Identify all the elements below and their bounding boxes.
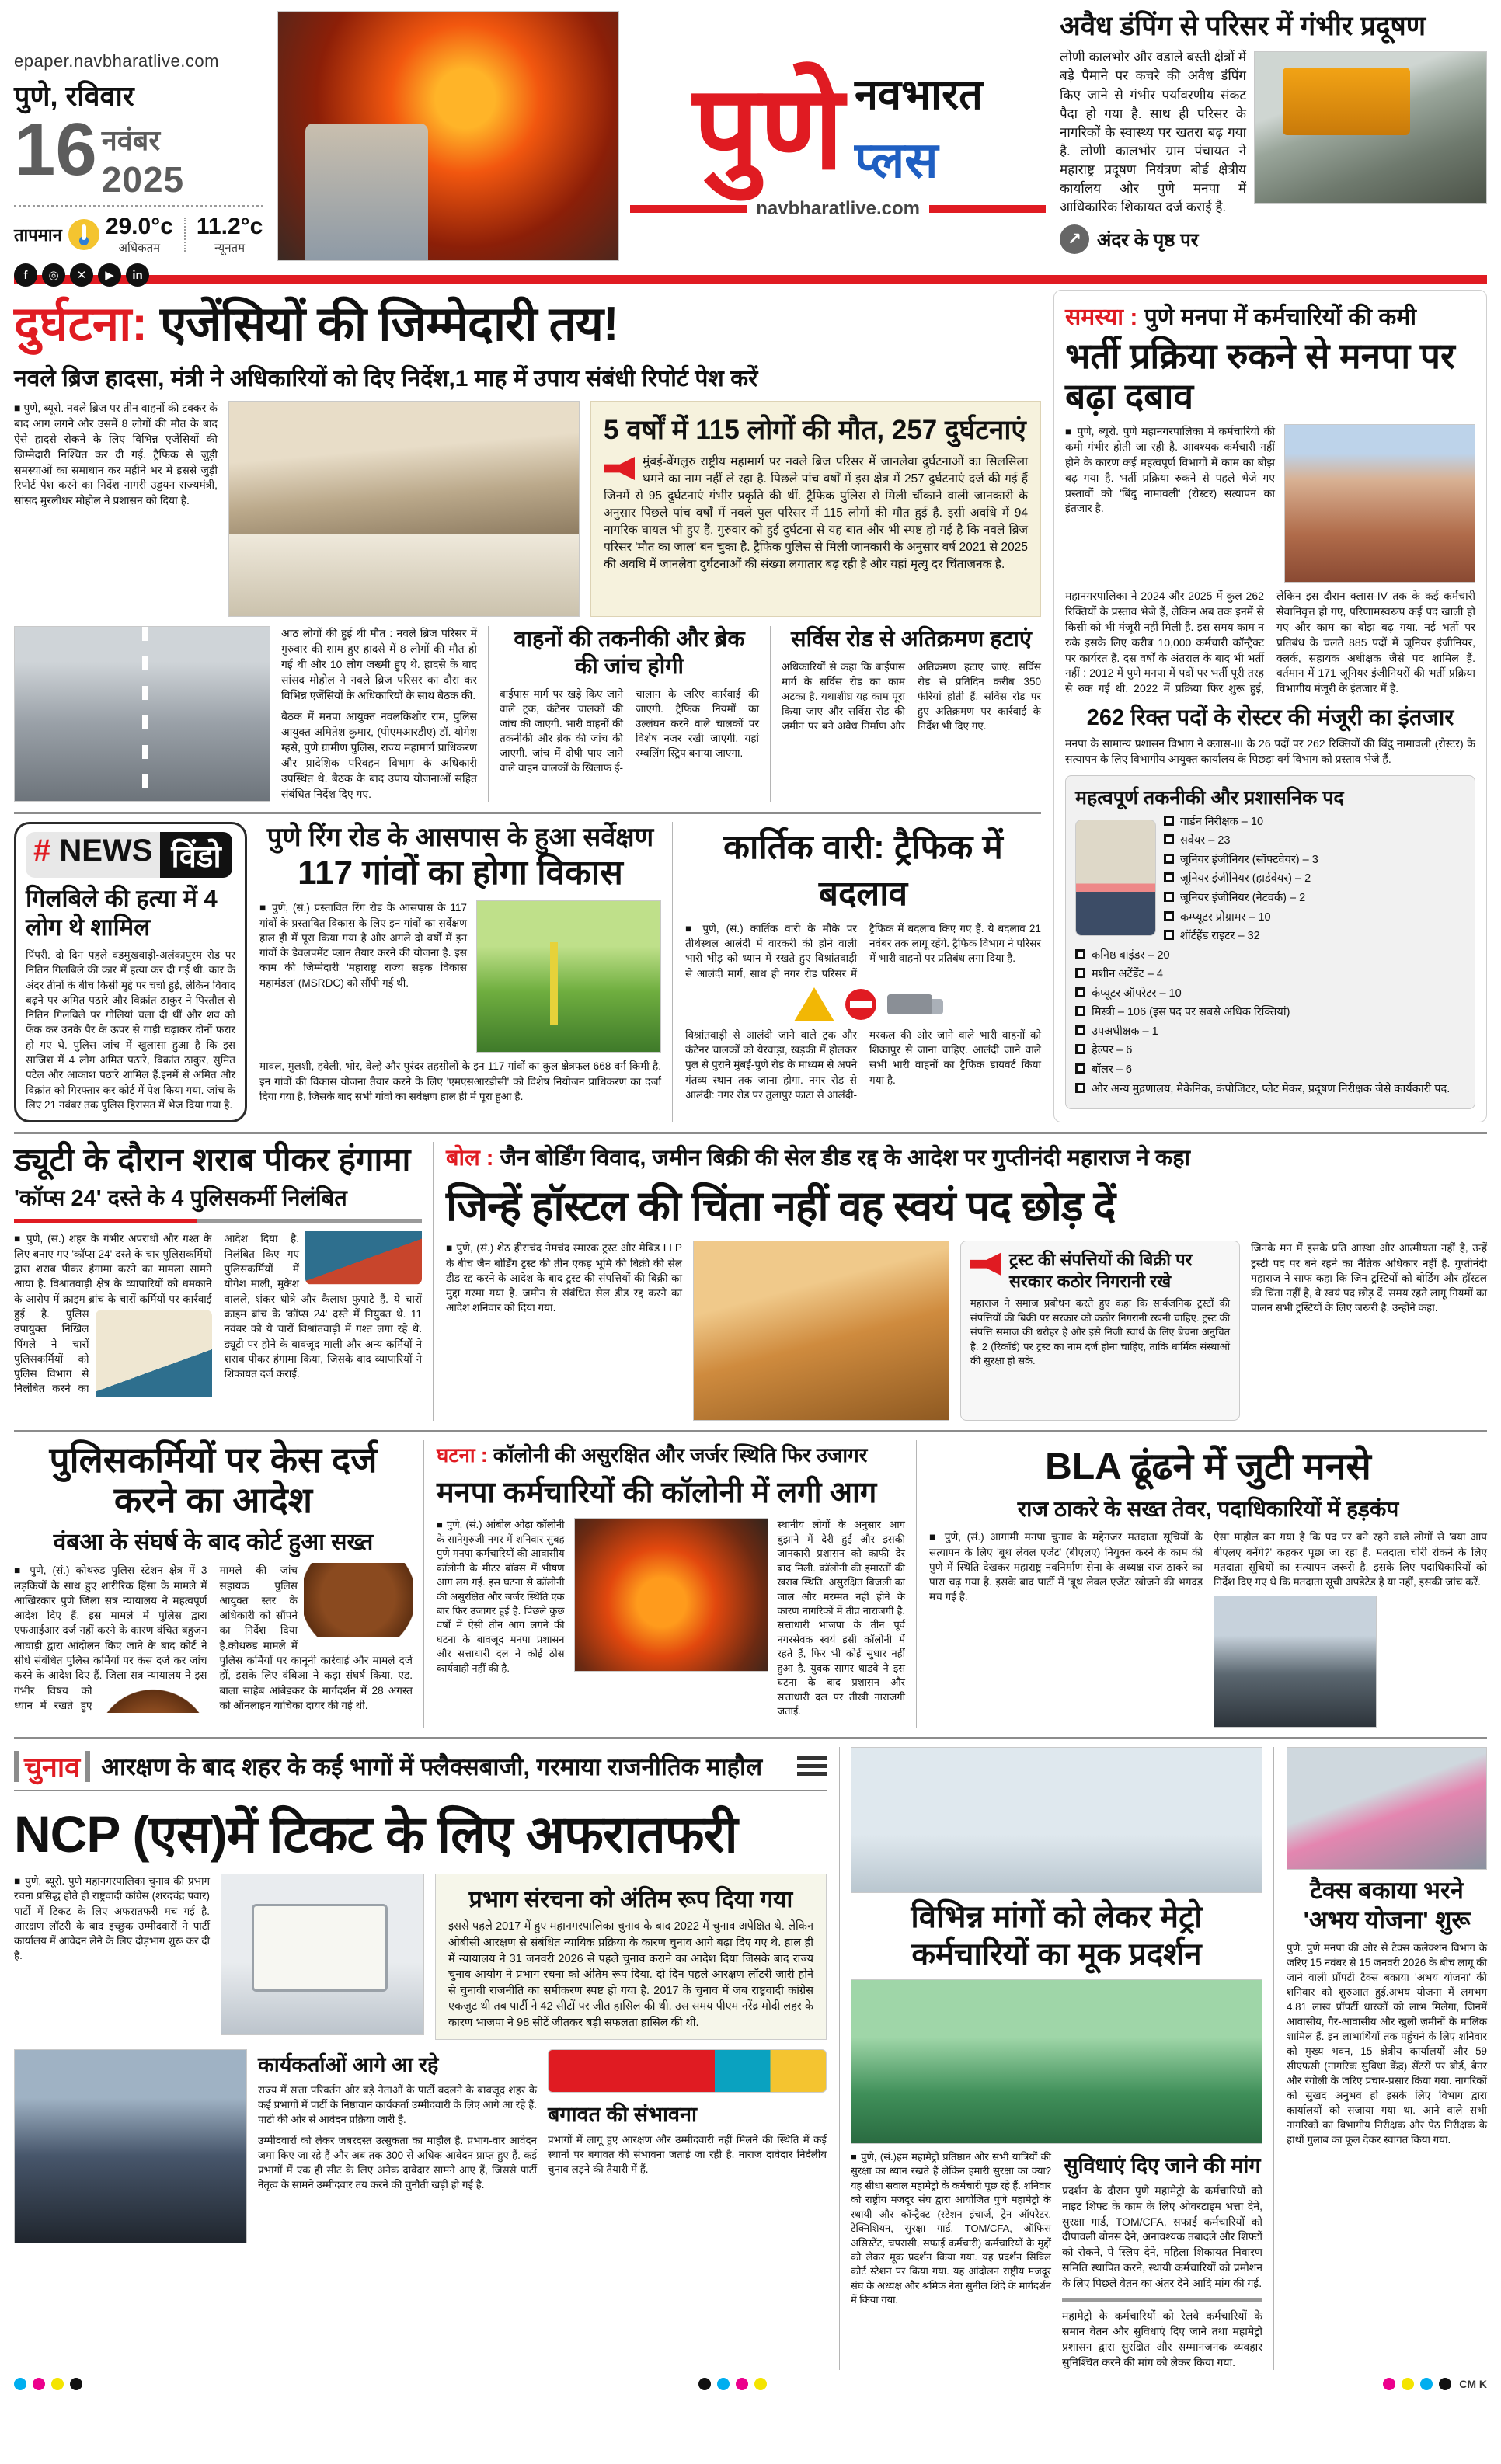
metro-headline: विभिन्न मांगों को लेकर मेट्रो कर्मचारियों का मूक प्रदर्शन xyxy=(911,1900,1203,1972)
abhay-headline: टैक्स बकाया भरने 'अभय योजना' शुरू xyxy=(1303,1877,1471,1933)
lead-subhead: नवले ब्रिज हादसा, मंत्री ने अधिकारियों को दिए निर्देश,1 माह में उपाय संबंधी रिपोर्ट पेश करें xyxy=(14,366,758,392)
ward-box-headline: प्रभाग संरचना को अंतिम रूप दिया गया xyxy=(468,1887,793,1913)
election-strip xyxy=(14,1747,827,1791)
roster-item: हेल्पर – 6 xyxy=(1075,1043,1465,1059)
roster-item: उपअधीक्षक – 1 xyxy=(1075,1025,1465,1040)
strip-bar xyxy=(14,1751,19,1782)
roster-item: और अन्य मुद्रणालय, मैकेनिक, कंपोजिटर, प्लेट मेकर, प्रदूषण निरीक्षक जैसे कार्यकारी पद. xyxy=(1075,1082,1465,1098)
rail-headline: भर्ती प्रक्रिया रुकने से मनपा पर बढ़ा दबाव xyxy=(1065,336,1455,416)
checkbox-icon xyxy=(1164,834,1174,844)
photo-raj-thackeray xyxy=(1214,1596,1377,1728)
ringroad-paragraph-2: मावल, मुलशी, हवेली, भोर, वेल्हे और पुरंदर तहसीलों के इन 117 गांवों का कुल क्षेत्रफल 668 वर्ग किमी है. इन गांवों की विकास योजना तैयार करने के लिए 'एमएसआरडीसी' को विशेष नियोजन प्राधिकरण का दर्जा दिया गया है, जिसके बाद सभी गांवों का सर्वेक्षण हाल ही में पूरा हुआ है. xyxy=(259,1060,661,1102)
checkbox-icon xyxy=(1075,1025,1085,1035)
temp-max: 29.0°c xyxy=(105,214,173,239)
temp-max-label: अधिकतम xyxy=(118,242,161,255)
ncp-sub2-body: प्रभागों में लागू हुए आरक्षण और उम्मीदवारी नहीं मिलने की स्थिति में कई स्थानों पर बगावत की संभावना जताई जा रही है. नाराज दावेदार निर्दलीय चुनाव लड़ने की तैयारी में हैं. xyxy=(548,2133,827,2175)
red-underline xyxy=(14,1219,422,1223)
logo-city: पुणे xyxy=(693,61,845,193)
checkbox-icon xyxy=(1075,1083,1085,1093)
roster-item: मशीन अटेंडेंट – 4 xyxy=(1075,967,1465,983)
warning-triangle-icon xyxy=(794,987,834,1021)
rail-kicker: समस्या : xyxy=(1065,305,1138,330)
gray-divider xyxy=(1062,2298,1262,2302)
strip-label: चुनाव xyxy=(24,1751,81,1784)
metro-paragraph-1: ■ पुणे, (सं.)हम महामेट्रो प्रतिष्ठान और सभी यात्रियों की सुरक्षा का ध्यान रखते हैं लेकिन हमारी सुरक्षा का क्या? यह सीधा सवाल महामेट्रो के कर्मचारी पूछ रहे हैं. शनिवार को राष्ट्रीय मजदूर संघ द्वारा आयोजित पुणे महामेट्रो के स्थायी और कॉन्ट्रैक्ट (स्टेशन इंचार्ज, ट्रेन ऑपरेटर, टेक्निशियन, सुरक्षा गार्ड, TOM/CFA, ऑफिस असिस्टेंट, चपरासी, सफाई कर्मचारी) कर्मचारियों के मुद्दों को लेकर मूक प्रदर्शन किया गया. यह प्रदर्शन सिविल कोर्ट स्टेशन पर किया गया. यह आंदोलन राष्ट्रीय मजदूर संघ के अध्यक्ष और श्रमिक नेता सुनील शिंदे के मार्गदर्शन में किया गया. xyxy=(851,2150,1051,2306)
date-block xyxy=(14,108,263,200)
roster-item: मिस्त्री – 106 (इस पद पर सबसे अधिक रिक्तियां) xyxy=(1075,1005,1465,1021)
press-mark xyxy=(1383,2378,1487,2390)
ghatna-paragraph-2: स्थानीय लोगों के अनुसार आग बुझाने में देरी हुई और इसकी जानकारी प्रशासन को काफी देर बाद मिली. कॉलोनी की इमारतों की खराब स्थिति, असुरक्षित बिजली का जाल और मरम्मत नहीं होने के कारण नागरिकों में तीव्र नाराजगी है. सत्ताधारी भाजपा के तीन पूर्व नगरसेवक स्वयं इसी कॉलोनी में रहते हैं, फिर भी कोई सुधार नहीं हुआ है. युवक सागर धाडवे ने इस घटना के बाद प्रशासन और सत्ताधारी दल पर तीखी नाराजगी जताई. xyxy=(777,1519,905,1717)
roster-item: जूनियर इंजीनियर (सॉफ्टवेयर) – 3 xyxy=(1075,853,1465,868)
x-twitter-icon[interactable]: ✕ xyxy=(70,263,93,287)
ward-structure-box xyxy=(435,1874,827,2039)
cmyk-dots-left xyxy=(14,2378,82,2390)
cops24-article xyxy=(14,1142,434,1421)
roster-item: जूनियर इंजीनियर (नेटवर्क) – 2 xyxy=(1075,891,1465,907)
strip-text: आरक्षण के बाद शहर के कई भागों में फ्लैक्सबाजी, गरमाया राजनीतिक माहौल xyxy=(101,1752,763,1780)
checkbox-icon xyxy=(1164,930,1174,940)
news-window-box xyxy=(14,822,247,1123)
masthead-header xyxy=(14,11,1487,282)
metro-demands-box xyxy=(1062,2150,1262,2371)
rail-paragraph-1: ■ पुणे, ब्यूरो. पुणे महानगरपालिका में कर्मचारियों की कमी गंभीर होती जा रही है. आवश्यक कर्मचारी नहीं होने के कारण कई महत्वपूर्ण विभागों में काम का बोझ बढ़ गया है. भर्ती प्रक्रिया रुकने से पहले भेजे गए प्रस्तावों को 'बिंदु नामावली' (रोस्टर) सत्यापन का इंतजार है. xyxy=(1065,425,1275,515)
checkbox-icon xyxy=(1075,949,1085,959)
date-month: नवंबर xyxy=(101,124,161,156)
metro-article xyxy=(839,1747,1274,2370)
bol-kicker-rest: जैन बोर्डिंग विवाद, जमीन बिक्री की सेल डीड रद्द के आदेश पर गुप्तीनंदी महाराज ने कहा xyxy=(500,1146,1191,1171)
press-registration-marks xyxy=(14,2378,1487,2390)
sub-article-service-road xyxy=(770,626,1041,802)
abhay-article xyxy=(1287,1747,1487,2370)
ringroad-paragraph-1: ■ पुणे, (सं.) प्रस्तावित रिंग रोड के आसपास के 117 गांवों के प्रस्तावित विकास के लिए इन गांवों का सर्वेक्षण हाल ही में पूरा किया गया है और अगले दो वर्षों में इन गांवों के डेवलपमेंट प्लान तैयार करने की योजना है. इस काम की जिम्मेदारी 'महाराष्ट्र राज्य सड़क विकास महामंडल' (MSRDC) को सौंपी गई थी. xyxy=(259,902,467,989)
facebook-icon[interactable]: f xyxy=(14,263,37,287)
temp-label: तापमान xyxy=(14,225,62,245)
case-paragraph-1: ■ पुणे, (सं.) कोथरुड पुलिस स्टेशन क्षेत्र में 3 लड़कियों के साथ हुए शारीरिक हिंसा के मामले में आखिरकार पुणे जिला सत्र न्यायालय ने महत्वपूर्ण आदेश दिए हैं. इस मामले में पुलिस द्वारा एफआईआर दर्ज नहीं करने के कारण वंचित बहुजन आघाड़ी द्वारा आंदोलन किए जाने के बाद कोर्ट ने सीधे संबंधित पुलिस कर्मियों पर केस दर्ज कर जांच करने के आदेश दिए हैं. xyxy=(14,1564,207,1682)
checkbox-icon xyxy=(1164,892,1174,902)
checkbox-icon xyxy=(1164,854,1174,864)
abhay-body: पुणे. पुणे मनपा की ओर से टैक्स कलेक्शन विभाग के जरिए 15 नवंबर से 15 जनवरी 2026 के बीच लागू की जाने वाली प्रॉपर्टी टैक्स बकाया 'अभय योजना' की शनिवार को शुरुआत हुई.अभय योजना में लगभग 4.81 लाख प्रॉपर्टी धारकों को लाभ मिलेगा, जिनमें आवासीय, गैर-आवासीय और खुली ज़मीनों के मालिक शामिल हैं. इन लाभार्थियों तक पहुंचने के लिए शनिवार को मुख्य भवन, 15 क्षेत्रीय कार्यालयों और 59 सीएफसी (नागरिक सुविधा केंद्र) सेंटरों पर बोर्ड, बैनर और रंगोली के जरिए प्रचार-प्रसार किया गया. नागरिकों को सुखद अनुभव हो इसके लिए विभाग द्वारा कार्यालयों को सजाया गया था. आने वाले सभी नागरिकों का विभागीय निरीक्षक और पेठ निरीक्षक के हाथों गुलाब का फूल देकर स्वागत किया गया. xyxy=(1287,1941,1487,2146)
ghatna-paragraph-1: ■ पुणे, (सं.) आंबील ओढ़ा कॉलोनी के सानेगुरुजी नगर में शनिवार सुबह पुणे मनपा कर्मचारियों की आवासीय कॉलोनी के मीटर बॉक्स में भीषण आग लग गई. इस घटना से कॉलोनी की असुरक्षित और जर्जर स्थिति एक बार फिर उजागर हुई है. पिछले कुछ वर्षों में ऐसी तीन आग लगने की घटना के बावजूद मनपा प्रशासन और सत्ताधारी दल ने कोई ठोस कार्यवाही नहीं की है. xyxy=(437,1519,565,1674)
court-order-article xyxy=(14,1440,424,1728)
weather-block xyxy=(14,214,263,256)
photo-garbage-dump xyxy=(1254,51,1487,204)
social-links xyxy=(14,263,263,287)
rail-sub-body: मनपा के सामान्य प्रशासन विभाग ने क्लास-III के 26 पदों पर 262 रिक्तियों की बिंदु नामावली (रोस्टर) के सत्यापन के लिए विभागीय आयुक्त कार्यालय के पिछड़ा वर्ग विभाग को प्रस्ताव भेजे हैं. xyxy=(1065,736,1475,765)
photo-pmc-building xyxy=(1284,424,1475,583)
case-subhead: वंबआ के संघर्ष के बाद कोर्ट हुआ सख्त xyxy=(53,1530,374,1556)
bla-paragraph-2: ऐसा माहौल बन गया है कि पद पर बने रहने वाले लोगों से 'क्या आप बीएलए बनेंगे?' कहकर पूछा जा रहा है. मतदाता चोरी रोकने के लिए मतदाता सूचियों का सत्यापन जरूरी है. इसके लिए पदाधिकारियों को निर्देश दिए गए थे कि मतदाता सूची अपडेटेड है या नहीं, इसकी जांच करें. xyxy=(1214,1530,1487,1728)
traffic-signs-illustration xyxy=(685,987,1041,1021)
roster-item: गार्डन निरीक्षक – 10 xyxy=(1075,815,1465,830)
jain-boarding-article xyxy=(446,1142,1487,1421)
linkedin-icon[interactable]: in xyxy=(126,263,149,287)
no-entry-icon xyxy=(845,989,876,1020)
temp-min-label: न्यूनतम xyxy=(214,242,246,255)
highlight-headline: 5 वर्षों में 115 लोगों की मौत, 257 दुर्घटनाएं xyxy=(604,415,1026,445)
metro-demands-headline: सुविधाएं दिए जाने की मांग xyxy=(1064,2153,1261,2177)
bridge-road-graphic xyxy=(14,626,270,802)
wari-body-1: ■ पुणे, (सं.) कार्तिक वारी के मौके पर तीर्थस्थल आलंदी में वारकरी की होने वाली भारी भीड़ को ध्यान में रखते हुए विश्रांतवाड़ी से आलंदी मार्ग, साथ ही नगर रोड परिसर में ट्रैफिक में बदलाव किए गए हैं. ये बदलाव 21 नवंबर तक लागू रहेंगे. ट्रैफिक विभाग ने परिसर में भारी वाहनों पर प्रतिबंध लगा दिया है. xyxy=(685,922,1041,980)
photo-highway-fire xyxy=(277,11,619,261)
metro-paragraph-2: महामेट्रो के कर्मचारियों को रेलवे कर्मचारियों के समान वेतन और सुविधाएं दिए जाने तथा महामेट्रो प्रशासन द्वारा सुरक्षित और सम्मानजनक व्यवहार सुनिश्चित करने की मांग को लेकर किया गया. xyxy=(1062,2309,1262,2368)
news-window-tag xyxy=(26,832,235,878)
newsbox-headline: गिलबिले की हत्या में 4 लोग थे शामिल xyxy=(26,884,218,941)
instagram-icon[interactable]: ◎ xyxy=(42,263,65,287)
checkbox-icon xyxy=(1075,1006,1085,1016)
menu-lines-icon xyxy=(797,1752,827,1780)
city-day: पुणे, रविवार xyxy=(14,80,134,112)
strip-bar xyxy=(85,1751,90,1782)
top-article-body: लोणी कालभोर और वडाले बस्ती क्षेत्रों में बड़े पैमाने पर कचरे की अवैध डंपिंग किए जाने से गंभीर पर्यावरणीय संकट पैदा हो गया है. साथ ही परिसर के नागरिकों के स्वास्थ्य पर खतरा बढ़ गया है. लोणी कालभोर ग्राम पंचायत ने महाराष्ट्र प्रदूषण नियंत्रण बोर्ड क्षेत्रीय कार्यालय और पुणे मनपा में आधिकारिक शिकायत दर्ज कराई है. xyxy=(1060,50,1246,215)
ncp-headline: NCP (एस)में टिकट के लिए अफरातफरी xyxy=(14,1805,737,1864)
logo-site-url[interactable]: navbharatlive.com xyxy=(756,197,920,219)
ncp-sub-article-1 xyxy=(258,2049,537,2243)
checkbox-icon xyxy=(1075,1044,1085,1054)
ncp-paragraph-1: ■ पुणे, ब्यूरो. पुणे महानगरपालिका चुनाव की प्रभाग रचना प्रसिद्ध होते ही राष्ट्रवादी कांग्रेस (शरदचंद्र पवार) पार्टी में टिकट के लिए अफरातफरी मच गई है. आरक्षण लॉटरी के बाद इच्छुक उम्मीदवारों ने पार्टी कार्यालय में आवेदन लेने के लिए दौड़भाग शुरू कर दी है. xyxy=(14,1875,210,1961)
ghatna-kicker: घटना : xyxy=(437,1443,488,1467)
ghatna-headline: मनपा कर्मचारियों की कॉलोनी में लगी आग xyxy=(437,1477,877,1510)
duty-subhead: 'कॉप्स 24' दस्ते के 4 पुलिसकर्मी निलंबित xyxy=(14,1186,347,1212)
photo-sharad-pawar xyxy=(14,2049,247,2243)
newspaper-logo xyxy=(630,11,1046,272)
truck-icon xyxy=(887,994,932,1014)
party-flag-banner xyxy=(548,2049,827,2093)
logo-navbharat: नवभारत xyxy=(855,71,983,118)
tag-window: विंडो xyxy=(160,832,232,878)
duty-paragraph-1: ■ पुणे, (सं.) शहर के गंभीर अपराधों और गश्त के लिए बनाए गए 'कॉप्स 24' दस्ते के चार पुलिसकर्मियों द्वारा शराब पीकर हंगामा करने का मामला सामने आया है. विश्रांतवाड़ी क्षेत्र के व्यापारियों को धमकाने के आरोप में क्राइम ब्रांच के चारों कर्मियों पर कार्रवाई हुई है. xyxy=(14,1233,212,1320)
lead-headline: एजेंसियों की जिम्मेदारी तय! xyxy=(159,298,618,351)
arrow-up-right-icon: ↗ xyxy=(1060,224,1089,254)
sub2-body: अधिकारियों से कहा कि बाईपास मार्ग के सर्विस रोड का काम अटका है. यथाशीघ्र यह काम पूरा किया जाए और सर्विस रोड की जमीन पर बने अवैध निर्माण और अतिक्रमण हटाए जाएं. सर्विस रोड से प्रतिदिन करीब 350 फेरियां होती हैं. सर्विस रोड पर हुए अतिक्रमण पर कार्रवाई के निर्देश भी दिए गए. xyxy=(782,660,1041,733)
sub-article-vehicle-check xyxy=(488,626,759,802)
duty-paragraph-2: पुलिस उपायुक्त निखिल पिंगले ने चारों पुलिसकर्मियों को पुलिस विभाग से निलंबित करने का आदेश दिया है. निलंबित किए गए पुलिसकर्मियों में योगेश माली, मुकेश वालले, शंकर धोत्रे और कैलाश फुपाटे हैं. ये चारों क्राइम ब्रांच के 'कॉप्स 24' दस्ते में नियुक्त थे. 11 नवंबर को ये चारों विश्रांतवाड़ी में गश्त लगा रहे थे. ड्यूटी पर होने के बावजूद माली और अन्य कर्मियों ने शराब पीकर हंगामा किया, जिसके बाद व्यापारियों ने शिकायत दर्ज कराई. xyxy=(14,1233,422,1395)
masthead-center xyxy=(277,11,1046,272)
photo-land-survey xyxy=(476,900,661,1053)
sub1-body: बाईपास मार्ग पर खड़े किए जाने वाले ट्रक, कंटेनर चालकों की जांच की जाएगी. भारी वाहनों की तकनीकी और ब्रेक की जांच की जाएगी. जांच में दोषी पाए जाने वाले वाहन चालकों के खिलाफ ई-चालान के जरिए कार्रवाई की जाएगी. ट्रैफिक नियमों का उल्लंघन करने वाले चालकों पर विशेष नजर रखी जाएगी. यहां रम्बलिंग स्ट्रिप बनाया जाएगा. xyxy=(500,687,759,774)
photo-colony-fire xyxy=(574,1518,768,1672)
mns-bla-article xyxy=(929,1440,1487,1728)
ring-road-article xyxy=(259,822,673,1123)
case-headline: पुलिसकर्मियों पर केस दर्ज करने का आदेश xyxy=(49,1439,378,1520)
trust-quote-box xyxy=(960,1241,1240,1421)
quote-body: महाराज ने समाज प्रबोधन करते हुए कहा कि सार्वजनिक ट्रस्टों की संपत्तियों की बिक्री पर सरकार को कठोर निगरानी रखनी चाहिए. ट्रस्ट की संपत्ति समाज की धरोहर है और इसे निजी स्वार्थ के लिए बेचना अनुचित है. 2 (रिकॉर्ड) पर ट्रस्ट का नाम दर्ज होना चाहिए, ताकि धार्मिक संस्थाओं की सुरक्षा हो सके. xyxy=(970,1297,1230,1367)
dotted-divider xyxy=(14,205,263,207)
rail-kicker-rest: पुणे मनपा में कर्मचारियों की कमी xyxy=(1144,305,1417,330)
quote-headline: ट्रस्ट की संपत्तियों की बिक्री पर सरकार कठोर निगरानी रखे xyxy=(1009,1250,1193,1291)
roster-item: कंप्यूटर ऑपरेटर – 10 xyxy=(1075,987,1465,1002)
ncp-sub1-headline: कार्यकर्ताओं आगे आ रहे xyxy=(258,2052,439,2076)
top-article-more-link[interactable]: अंदर के पृष्ठ पर xyxy=(1097,229,1199,251)
date-year: 2025 xyxy=(101,159,185,200)
roster-title: महत्वपूर्ण तकनीकी और प्रशासनिक पद xyxy=(1075,786,1344,809)
press-mark-label: CM K xyxy=(1459,2378,1487,2391)
wari-headline: कार्तिक वारी: ट्रैफिक में बदलाव xyxy=(723,827,1003,913)
ringroad-headline-2: 117 गांवों का होगा विकास xyxy=(298,854,623,893)
bla-subhead: राज ठाकरे के सख्त तेवर, पदाधिकारियों में हड़कंप xyxy=(1017,1497,1399,1522)
ncp-sub1-body: राज्य में सत्ता परिवर्तन और बड़े नेताओं के पार्टी बदलने के बावजूद शहर के कई प्रभागों में पार्टी के निष्ठावान कार्यकर्ता उम्मीदवारी के लिए आगे आ रहे हैं. पार्टी की ओर से आवेदन प्रक्रिया जारी है. xyxy=(258,2083,537,2125)
youtube-icon[interactable]: ▶ xyxy=(98,263,121,287)
cmyk-dots-center xyxy=(698,2378,767,2390)
roster-item: बॉलर – 6 xyxy=(1075,1063,1465,1078)
wari-body-2: विश्रांतवाड़ी से आलंदी जाने वाले ट्रक और कंटेनर चालकों को येरवाड़ा, खड़की में होलकर पुल से पुराने मुंबई-पुणे रोड के माध्यम से अपने गंतव्य स्थान तक जाना होगा. नगर रोड से आलंदी: नगर रोड पर तुलापुर फाटा से आलंदी-मरकल की ओर जाने वाले भारी वाहनों को शिक्रापुर से जाना चाहिए. आलंदी जाने वाले सभी भारी वाहनों का ट्रैफिक डायवर्ट किया गया है. xyxy=(685,1028,1041,1101)
epaper-url[interactable]: epaper.navbharatlive.com xyxy=(14,51,219,71)
duty-body xyxy=(14,1231,422,1396)
thermometer-icon xyxy=(68,219,99,250)
tag-news: NEWS xyxy=(59,833,153,868)
ncp-sub2-headline: बगावत की संभावना xyxy=(548,2102,697,2126)
right-rail-article xyxy=(1053,290,1487,1122)
photo-gupti-nandi-maharaj xyxy=(693,1241,949,1421)
bol-paragraph-2: जिनके मन में इसके प्रति आस्था और आत्मीयता नहीं है, उन्हें ट्रस्टी पद पर बने रहने का नैतिक अधिकार नहीं है. गुप्तीनंदी महाराज ने साफ कहा कि जिन ट्रस्टियों को बोर्डिंग और हॉस्टल की चिंता नहीं है, वे स्वयं पद छोड़ दें. समय रहते लागू नियमों का पालन सभी ट्रस्टियों के लिए जरूरी है, उन्होंने कहा. xyxy=(1251,1242,1487,1314)
photo-metro-protest xyxy=(851,1979,1262,2144)
logo-rule-right xyxy=(929,205,1046,213)
hash-icon: # xyxy=(33,833,51,868)
sub2-headline: सर्विस रोड से अतिक्रमण हटाएं xyxy=(791,627,1032,652)
vacancy-roster-box xyxy=(1065,775,1475,1109)
lead-paragraph-2: आठ लोगों की हुई थी मौत : नवले ब्रिज परिसर में गुरुवार की शाम हुए हादसे में 8 लोगों की मौत हो गई थी और 10 लोग जख्मी हुए थे. हादसे के बाद सांसद मोहोल ने नवले ब्रिज परिसर का दौरा कर विभिन्न एजेंसियों के अधिकारियों के साथ बैठक की. xyxy=(281,627,477,701)
ringroad-headline-1: पुणे रिंग रोड के आसपास के हुआ सर्वेक्षण xyxy=(266,822,654,852)
photo-officials-meeting xyxy=(228,401,580,617)
ghatna-kicker-rest: कॉलोनी की असुरक्षित और जर्जर स्थिति फिर उजागर xyxy=(493,1443,868,1467)
ncp-sub-article-2 xyxy=(548,2049,827,2243)
sub1-headline: वाहनों की तकनीकी और ब्रेक की जांच होगी xyxy=(514,627,745,679)
cmyk-dots-right xyxy=(1383,2378,1451,2390)
roster-item: शॉर्टहैंड राइटर – 32 xyxy=(1075,929,1465,945)
photo-evm-machine xyxy=(221,1874,424,2035)
roster-item: जूनियर इंजीनियर (हार्डवेयर) – 2 xyxy=(1075,872,1465,887)
duty-headline: ड्यूटी के दौरान शराब पीकर हंगामा xyxy=(14,1141,411,1178)
bla-headline: BLA ढूंढने में जुटी मनसे xyxy=(1045,1446,1371,1488)
bla-paragraph-1: ■ पुणे, (सं.) आगामी मनपा चुनाव के मद्देनजर मतदाता सूचियों के सत्यापन के लिए 'बूथ लेवल एजेंट' (बीएलए) नियुक्त करने के काम की पुणे में स्थिति देखकर महाराष्ट्र नवनिर्माण सेना के अध्यक्ष राज ठाकरे का पारा चढ़ गया है. इसके बाद पार्टी में 'बूथ लेवल एजेंट' खोजने की भगदड़ मच गई है. xyxy=(929,1531,1203,1603)
ncp-paragraph-2: उम्मीदवारों को लेकर जबरदस्त उत्सुकता का माहौल है. प्रभाग-वार आवेदन जमा किए जा रहे हैं और अब तक 300 से अधिक आवेदन प्राप्त हुए हैं. कई प्रभागों में एक ही सीट के लिए अनेक दावेदार सामने आए हैं, जिससे पार्टी नेतृत्व के सामने उम्मीदवार तय करने की चुनौती खड़ी हो गई है. xyxy=(258,2134,537,2191)
photo-metro-officials xyxy=(851,1747,1262,1893)
checkbox-icon xyxy=(1164,816,1174,826)
lead-paragraph-3: बैठक में मनपा आयुक्त नवलकिशोर राम, पुलिस आयुक्त अमितेश कुमार, (पीएमआरडीए) डॉ. योगेश म्हसे, पुणे ग्रामीण पुलिस, राज्य महामार्ग प्राधिकरण और प्रादेशिक परिवहन विभाग के अधिकारी उपस्थित थे. बैठक के बाद उपाय योजनाओं सहित संबंधित निर्देश दिए गए. xyxy=(281,710,477,800)
lead-paragraph-1: ■ पुणे, ब्यूरो. नवले ब्रिज पर तीन वाहनों की टक्कर के बाद आग लगने और उसमें 8 लोगों की मौत के बाद ऐसे हादसे रोकने के लिए विभिन्न एजेंसियों की जिम्मेदारी निश्चित कर दी गई. ट्रैफिक से जुड़ी समस्याओं का समाधान कर महीने भर में इससे जुड़ी रिपोर्ट पेश करने का निर्देश नागरी उड्डयन राज्यमंत्री, सांसद मुरलीधर मोहोल ने प्रशासन को दिया है. xyxy=(14,402,218,507)
lead-story xyxy=(14,290,1041,1122)
office-worker-illustration xyxy=(1075,820,1156,936)
roster-item: कम्प्यूटर प्रोग्रामर – 10 xyxy=(1075,910,1465,926)
highlight-body: मुंबई-बेंगलुरु राष्ट्रीय महामार्ग पर नवले ब्रिज परिसर में जानलेवा दुर्घटनाओं का सिलसिला थमने का नाम नहीं ले रहा है. पिछले पांच वर्षों में इस क्षेत्र में 257 दुर्घटनाएं दर्ज की गई हैं जिनमें से 95 दुर्घटनाएं गंभीर प्रकृति की थीं. ट्रैफिक पुलिस से मिली चौंकाने वाली जानकारी के अनुसार पिछले पांच वर्षों में नवले पुल परिसर में 115 लोगों की मौत हुई है. इसी अवधि में 94 नागरिक घायल भी हुए हैं. गुरुवार को हुई दुर्घटना से यह बात और भी स्पष्ट हो गई है कि नवले ब्रिज परिसर 'मौत का जाल' बन चुका है. ट्रैफिक पुलिस से मिली जानकारी के अनुसार वर्ष 2021 से 2025 की अवधि में जानलेवा दुर्घटनाओं की संख्या लगातार बढ़ रही है और यहां मृत्यु दर चिंताजनक है. xyxy=(604,455,1028,571)
rail-subhead: 262 रिक्त पदों के रोस्टर की मंजूरी का इंतजार xyxy=(1086,705,1454,731)
ward-box-body: इससे पहले 2017 में हुए महानगरपालिका चुनाव के बाद 2022 में चुनाव अपेक्षित थे. लेकिन ओबीसी आरक्षण से संबंधित न्यायिक प्रक्रिया के कारण चुनाव आगे बढ़ा दिए गए थे. हाल ही में न्यायालय ने 31 जनवरी 2026 से पहले चुनाव कराने का आदेश दिया जिसके बाद राज्य चुनाव आयोग ने प्रभाग रचना को अंतिम रूप दिया. दो दिन पहले आरक्षण लॉटरी जारी होने से चुनावी राजनीति का समीकरण स्पष्ट हो गया है. 2017 के चुनाव में जब राष्ट्रवादी कांग्रेस एकजुट थी तब पार्टी ने 42 सीटों पर जीत हासिल की थी. उस समय पीएम नरेंद्र मोदी लहर के कारण भाजपा ने 98 सीटें जीतकर बड़ी सफलता हासिल की थी. xyxy=(448,1920,813,2029)
photo-abhay-yojana-launch xyxy=(1287,1747,1487,1870)
bol-headline: जिन्हें हॉस्टल की चिंता नहीं वह स्वयं पद छोड़ दें xyxy=(446,1183,1116,1230)
checkbox-icon xyxy=(1075,1063,1085,1074)
checkbox-icon xyxy=(1164,911,1174,921)
highlight-box xyxy=(590,401,1041,617)
colony-fire-article xyxy=(437,1440,917,1728)
case-paragraph-2: जिला सत्र न्यायालय ने इस गंभीर विषय को ध्यान में रखते हुए मामले की जांच सहायक पुलिस आयुक्त स्तर के अधिकारी को सौंपने का निर्देश दिया है.कोथरुड मामले में पुलिस कर्मियों पर कानूनी कार्रवाई और मामले दर्ज हों, इसके लिए वंबिआ ने कड़ा संघर्ष किया. एड. बाला साहेब आंबेडकर के मार्गदर्शन में 28 अगस्त को ऑनलाइन याचिका दायर की गई थी. xyxy=(14,1564,413,1711)
checkbox-icon xyxy=(1164,872,1174,882)
temp-divider xyxy=(184,218,186,252)
newsbox-body: पिंपरी. दो दिन पहले वडमुखवाड़ी-अलंकापुरम रोड पर नितिन गिलबिले की कार में हत्या कर दी गई थी. कार के अंदर तीनों के बीच किसी मुद्दे पर चर्चा हुई, लेकिन विवाद बढ़ने पर अमित पठारे और विक्रांत ठाकुर ने पिस्तौल से नितिन गिलबिले पर गोलियां चला दी थीं और शव को फेंक कर उनके पैर के ऊपर से गाड़ी चढ़ाकर दोनों फरार हो गए थे. पुलिस जांच में खुलासा हुआ है कि इस साजिश में 4 लोग अमित पठारे, विक्रांत ठाकुर, सुमित पटेल और आकाश पठारे शामिल हैं.इनमें से अमित और विक्रांत को गिरफ्तार कर कोर्ट में पेश किया गया. जांच के लिए 21 नवंबर तक पुलिस हिरासत में भेज दिया गया है. xyxy=(26,949,235,1111)
metro-demands-body: प्रदर्शन के दौरान पुणे महामेट्रो के कर्मचारियों को नाइट शिफ्ट के काम के लिए ओवरटाइम भत्ता देने, सुरक्षा गार्ड, TOM/CFA, सफाई कर्मचारियों को दीपावली बोनस देने, अनावश्यक तबादले और शिफ्टों को रोकने, पे स्लिप देने, महिला शिकायत निवारण समिति स्थापित करने, स्थायी कर्मचारियों को प्रमोशन के लिए पिछले वेतन का अंतर देने आदि मांग की गई. xyxy=(1062,2184,1262,2290)
lead-kicker: दुर्घटना: xyxy=(14,298,148,351)
temp-min: 11.2°c xyxy=(196,214,263,239)
dateline-block xyxy=(14,11,263,282)
checkbox-icon xyxy=(1075,968,1085,978)
top-article-headline: अवैध डंपिंग से परिसर में गंभीर प्रदूषण xyxy=(1060,11,1426,41)
logo-rule-left xyxy=(630,205,747,213)
logo-plus: प्लस xyxy=(855,131,939,188)
roster-item: सर्वेयर – 23 xyxy=(1075,834,1465,849)
checkbox-icon xyxy=(1075,987,1085,997)
kartik-wari-article xyxy=(685,822,1041,1123)
case-body xyxy=(14,1563,413,1713)
ncp-article xyxy=(14,1747,827,2370)
bol-kicker: बोल : xyxy=(446,1146,494,1171)
roster-item: कनिष्ठ बाइंडर – 20 xyxy=(1075,948,1465,964)
rail-paragraph-2: महानगरपालिका ने 2024 और 2025 में कुल 262 रिक्तियों के प्रस्ताव भेजे हैं, लेकिन अब तक इनमें से किसी को भी मंजूरी नहीं मिली है. इस समय काम न रुके इसके लिए करीब 10,000 कर्मचारी कॉन्ट्रैक्ट पर कार्यरत हैं. दस वर्षों के अंतराल के बाद भी भर्ती नहीं : 2012 में पुणे मनपा में पदों पर भर्ती पूरी तरह से रुक गई थी. 2022 में प्रक्रिया फिर शुरू हुई, लेकिन इस दौरान क्लास-IV तक के कई कर्मचारी सेवानिवृत्त हो गए, परिणामस्वरूप कई पद खाली हो गए और काम का बोझ बढ़ गया. नई भर्ती पर प्रतिबंध के चलते 885 पदों में जूनियर इंजीनियर, क्लर्क, सहायक अधीक्षक जैसे पद शामिल हैं. वर्तमान में 171 जूनियर इंजीनियरों की भर्ती प्रक्रिया विभागीय मंजूरी के इंतजार में है. xyxy=(1065,590,1475,695)
bol-paragraph-1: ■ पुणे, (सं.) शेठ हीराचंद नेमचंद स्मारक ट्रस्ट और मेबिड LLP के बीच जैन बोर्डिंग ट्रस्ट की तीन एकड़ भूमि की बिक्री की सेल डीड रद्द करने के आदेश के बाद ट्रस्ट की संपत्तियों की बिक्री का मुद्दा गरमा गया है. जमीन से संबंधित सेल डीड रद्द करने का आदेश शनिवार को दिया गया. xyxy=(446,1242,682,1314)
top-right-article xyxy=(1060,11,1487,272)
date-day: 16 xyxy=(14,108,97,191)
